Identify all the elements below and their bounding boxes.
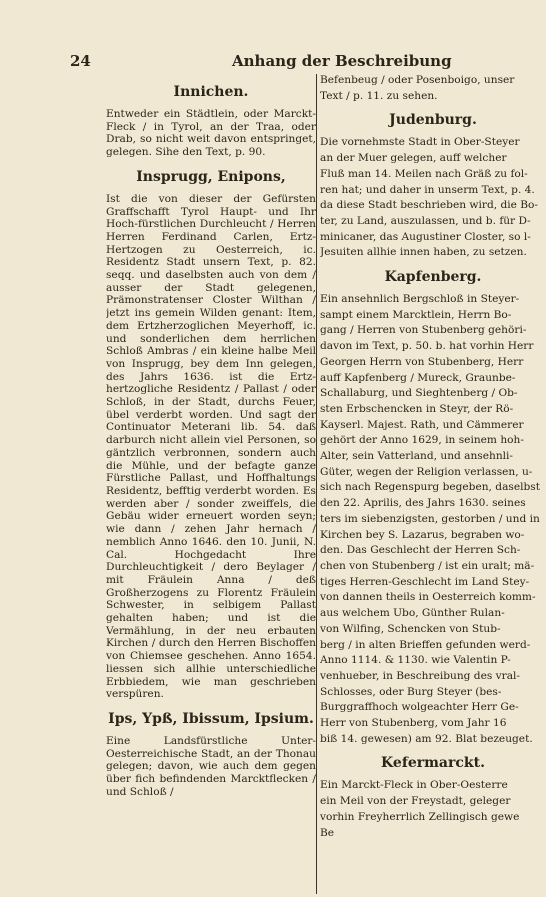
text-line: Die vornehmste Stadt in Ober-Steyer [320, 136, 520, 149]
text-line: Jesuiten allhie innen haben, zu setzen. [320, 246, 527, 259]
text-line: Ein Marckt-Fleck in Ober-Oesterre [320, 779, 508, 792]
text-line: den. Das Geschlecht der Herren Sch- [320, 544, 521, 557]
text-line: venhueber, in Beschreibung des vral- [320, 669, 520, 682]
text-line: tiges Herren-Geschlecht im Land Stey- [320, 575, 530, 588]
text-line: gang / Herren von Stubenberg gehöri- [320, 324, 527, 337]
text-line: auff Kapfenberg / Mureck, Graunbe- [320, 371, 516, 384]
entry-heading: Ips, Ypß, Ibissum, Ipsium. [108, 710, 314, 727]
column-divider [316, 74, 317, 894]
text-line: sich nach Regenspurg begeben, daselbst [320, 481, 540, 494]
text-line: von Wilfing, Schencken von Stub- [320, 622, 501, 635]
text-line: Herr von Stubenberg, vom Jahr 16 [320, 717, 507, 730]
text-line: Burggraffhoch wolgeachter Herr Ge- [320, 701, 519, 714]
text-line: ters im siebenzigsten, gestorben / und in [320, 512, 540, 525]
entry-text: Ist die von dieser der Gefürsten Graffschafft Tyrol Haupt- und Ihr Hoch-fürstlichen Durchleucht / Herren Herren Ferdinand Carlen, Ertz-Hertzogen zu Oesterreich, ic. Residentz Stadt unsern Text, p. 82. seqq. und daselbsten auch von dem / ausser der Stadt gelegenen, Prämonstratenser Closter Wilthan / jetzt ins gemein Wilden genant: Item, dem Ertzherzoglichen Meyerhoff, ic. und sonderlichen dem herrlichen Schloß Ambras / ein kleine halbe Meil von Insprugg, bey dem Inn gelegen, des Jahrs 1636. ist die Ertz-hertzogliche Residentz / Pallast / oder Schloß, in der Stadt, durchs Feuer, übel verderbt worden. Und sagt der Continuator Meterani lib. 54. daß darburch nicht allein viel Personen, so gäntzlich verbronnen, sondern auch die Mühle, und der befagte ganze Fürstliche Pallast, und Hoffhaltungs Residentz, befftig verderbt worden. Es werden aber / sonder zweiffels, die Gebäu wider erneuert worden seyn; wie dann / zehen Jahr hernach / nemblich Anno 1646. den 10. Junii, N. Cal. Hochgedacht Ihre Durchleuchtigkeit / dero Beylager / mit Fräulein Anna / deß Großherzogens zu Florentz Fräulein Schwester, in selbigem Pallast gehalten haben; und ist die Vermählung, in der neu erbauten Kirchen / durch den Herren Bischoffen von Chiemsee geschehen. Anno 1654. liessen sich allhie unterschiedliche Erbbiedem, wie man geschrieben verspüren. [106, 192, 316, 701]
text-line: Ein ansehnlich Bergschloß in Steyer- [320, 293, 520, 306]
text-line: minicaner, das Augustiner Closter, so l- [320, 230, 531, 243]
text-line: Anno 1114. & 1130. wie Valentin P- [320, 654, 511, 667]
text-line: ren hat; und daher in unserm Text, p. 4. [320, 183, 535, 196]
text-line: chen von Stubenberg / ist ein uralt; mä- [320, 559, 535, 572]
text-line: davon im Text, p. 50. b. hat vorhin Herr [320, 340, 534, 353]
entry-heading: Insprugg, Enipons, [136, 168, 286, 185]
running-title: Anhang der Beschreibung [232, 52, 452, 70]
text-line: Kirchen bey S. Lazarus, begraben wo- [320, 528, 525, 541]
text-line: von dannen theils in Oesterreich komm- [320, 591, 536, 604]
text-line: berg / in alten Brieffen gefunden werd- [320, 638, 531, 651]
right-column [320, 74, 546, 887]
page-header [0, 50, 546, 74]
text-line: da diese Stadt beschrieben wird, die Bo- [320, 199, 539, 212]
entry-heading: Innichen. [173, 84, 249, 100]
entry-heading: Judenburg. [389, 112, 477, 129]
text-line: ter, zu Land, auszulassen, und b. für D- [320, 214, 531, 227]
text-line: Fluß man 14. Meilen nach Gräß zu fol- [320, 167, 528, 180]
text-line: Georgen Herrn von Stubenberg, Herr [320, 355, 524, 368]
entry-text: Eine Landsfürstliche Unter-Oesterreichische Stadt, an der Thonau gelegen; davon, wie auch dem gegen über fich befindenden Marcktflecken / und Schloß / [106, 734, 316, 798]
text-line: Schallaburg, und Sieghtenberg / Ob- [320, 387, 518, 400]
text-line: aus welchem Ubo, Günther Rulan- [320, 607, 505, 620]
text-line: biß 14. gewesen) am 92. Blat bezeuget. [320, 732, 533, 745]
page-number: 24 [70, 52, 91, 70]
text-line: sten Erbschencken in Steyr, der Rö- [320, 402, 514, 415]
text-line: gehört der Anno 1629, in seinem hoh- [320, 434, 524, 447]
text-line: vorhin Freyherrlich Zellingisch gewe [320, 810, 520, 823]
entry-text: Entweder ein Städtlein, oder Marckt-Fleck / in Tyrol, an der Traa, oder Drab, so nicht weit davon entspringet, gelegen. Sihe den Text, p. 90. [106, 108, 316, 159]
text-line: ein Meil von der Freystadt, geleger [320, 795, 511, 808]
text-line: Kayserl. Majest. Rath, und Cämmerer [320, 418, 524, 431]
text-line: Schlosses, oder Burg Steyer (bes- [320, 685, 502, 698]
text-line: Be [320, 826, 335, 839]
entry-heading: Kefermarckt. [381, 755, 485, 772]
entry-heading: Kapfenberg. [384, 269, 482, 286]
text-line: sampt einem Marcktlein, Herrn Bo- [320, 308, 512, 321]
text-line: Text / p. 11. zu sehen. [320, 89, 438, 102]
text-line: den 22. Aprilis, des Jahrs 1630. seines [320, 497, 526, 510]
text-line: Güter, wegen der Religion verlassen, u- [320, 465, 533, 478]
left-column [106, 74, 316, 887]
text-line: Alter, sein Vatterland, und ansehnli- [320, 450, 514, 463]
text-line: Befenbeug / oder Posenboigo, unser [320, 74, 515, 86]
text-line: an der Muer gelegen, auff welcher [320, 152, 507, 165]
